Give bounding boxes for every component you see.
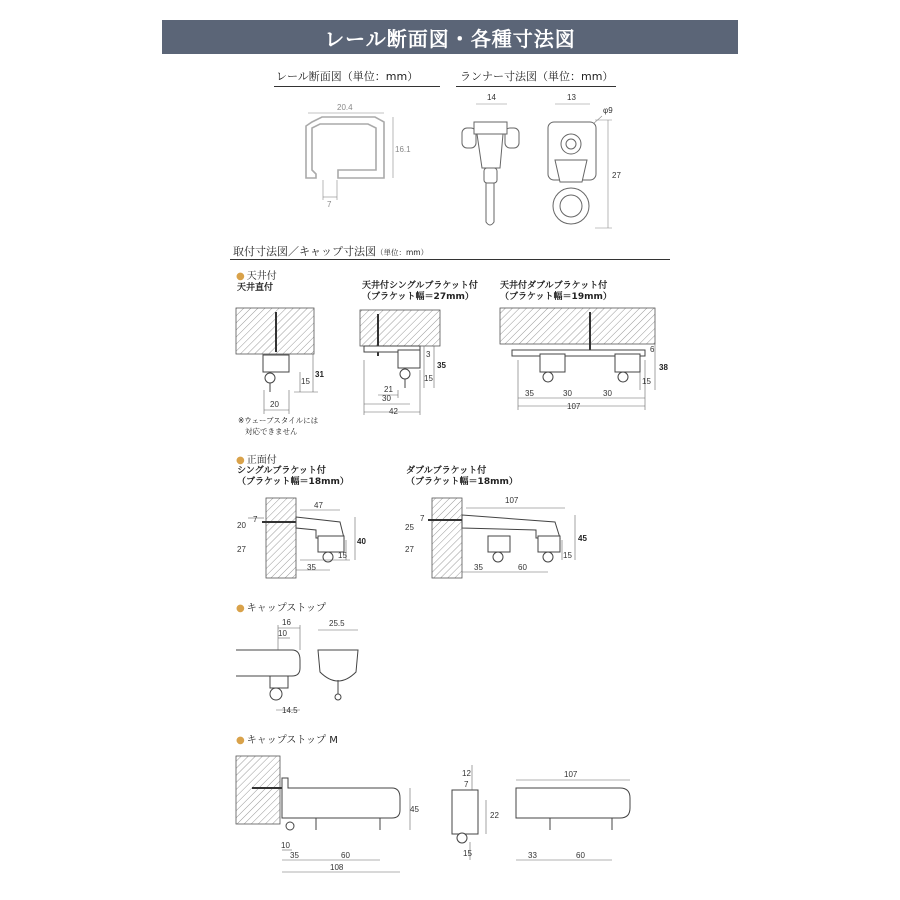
front-double-d7: 7 (420, 514, 425, 523)
runner-w2-label: 13 (567, 93, 576, 102)
front-single-d47: 47 (314, 501, 323, 510)
front-single-d27: 27 (237, 545, 246, 554)
runner-hole-label: φ9 (603, 106, 613, 115)
capstop-m-d12: 12 (462, 769, 471, 778)
capstop-m-d45: 45 (410, 805, 419, 814)
ceiling-double-title2: （ブラケット幅＝19mm） (500, 292, 612, 302)
runner-section-heading: ランナー寸法図（単位：mm） (460, 70, 614, 83)
capstop-side-diagram (236, 625, 300, 710)
ceiling-direct-d15: 15 (301, 377, 310, 386)
ceiling-double-d107: 107 (567, 402, 581, 411)
capstop-front-diagram (318, 630, 358, 700)
rail-dimension-lines (308, 113, 393, 200)
ceiling-double-d30b: 30 (603, 389, 612, 398)
rail-height-label: 16.1 (395, 145, 411, 154)
capstop-m-d10: 10 (281, 841, 290, 850)
mount-heading-unit: （単位：mm） (376, 248, 429, 257)
capstop-m-d60b: 60 (576, 851, 585, 860)
mount-heading-text: 取付寸法図／キャップ寸法図 (233, 245, 376, 258)
rail-section-heading: レール断面図（単位：mm） (276, 70, 419, 83)
runner-height-label: 27 (612, 171, 621, 180)
ceiling-single-diagram (360, 310, 440, 415)
ceiling-direct-d31: 31 (315, 370, 324, 379)
capstop-d10: 10 (278, 629, 287, 638)
front-double-d15: 15 (563, 551, 572, 560)
bullet-icon: ● (236, 735, 245, 746)
front-single-title2: （ブラケット幅＝18mm） (237, 477, 349, 487)
front-double-d60: 60 (518, 563, 527, 572)
ceiling-single-d15: 15 (424, 374, 433, 383)
front-double-d27: 27 (405, 545, 414, 554)
front-double-title1: ダブルブラケット付 (406, 466, 487, 476)
front-double-d45: 45 (578, 534, 587, 543)
capstop-m-left-diagram (236, 756, 410, 872)
ceiling-double-title1: 天井付ダブルブラケット付 (500, 281, 608, 291)
ceiling-single-d21: 21 (384, 385, 393, 394)
front-single-d35: 35 (307, 563, 316, 572)
ceiling-single-d30: 30 (382, 394, 391, 403)
ceiling-double-d35: 35 (525, 389, 534, 398)
front-double-d25: 25 (405, 523, 414, 532)
ceiling-direct-diagram (236, 308, 318, 414)
front-label-text: 正面付 (246, 455, 277, 466)
front-double-d107: 107 (505, 496, 519, 505)
page-title: レール断面図・各種寸法図 (324, 26, 576, 51)
capstop-m-side-diagram (452, 765, 486, 860)
capstop-m-d7: 7 (464, 780, 469, 789)
runner-side-view (462, 122, 519, 225)
front-single-d15: 15 (338, 551, 347, 560)
capstop-label-text: キャップストップ (246, 603, 327, 614)
rail-opening-label: 7 (327, 200, 332, 209)
front-single-d7: 7 (253, 515, 258, 524)
capstop-m-d35: 35 (290, 851, 299, 860)
runner-front-view (548, 122, 596, 224)
ceiling-direct-title: 天井直付 (237, 283, 274, 293)
ceiling-double-d15: 15 (642, 377, 651, 386)
ceiling-double-d30a: 30 (563, 389, 572, 398)
ceiling-single-d3: 3 (426, 350, 431, 359)
capstop-d25-5: 25.5 (329, 619, 345, 628)
front-single-title1: シングルブラケット付 (237, 466, 326, 476)
bullet-icon: ● (236, 455, 245, 466)
ceiling-double-d6: 6 (650, 345, 655, 354)
ceiling-single-d35: 35 (437, 361, 446, 370)
front-double-d35: 35 (474, 563, 483, 572)
front-double-diagram (428, 498, 575, 578)
ceiling-double-d38: 38 (659, 363, 668, 372)
capstop-m-d33: 33 (528, 851, 537, 860)
bullet-icon: ● (236, 271, 245, 282)
capstop-m-d15: 15 (463, 849, 472, 858)
bullet-icon: ● (236, 603, 245, 614)
front-single-d40: 40 (357, 537, 366, 546)
capstop-m-label-text: キャップストップ M (246, 735, 338, 746)
wave-note-line1: ※ウェーブスタイルには (238, 416, 319, 425)
capstop-m-d107: 107 (564, 770, 578, 779)
runner-w1-label: 14 (487, 93, 496, 102)
rail-width-label: 20.4 (337, 103, 353, 112)
ceiling-double-diagram (500, 308, 655, 410)
ceiling-label-text: 天井付 (246, 271, 277, 282)
ceiling-single-title1: 天井付シングルブラケット付 (362, 281, 478, 291)
capstop-d14-5: 14.5 (282, 706, 298, 715)
ceiling-single-d42: 42 (389, 407, 398, 416)
front-single-diagram (248, 498, 355, 578)
front-double-title2: （ブラケット幅＝18mm） (406, 477, 518, 487)
capstop-m-d22: 22 (490, 811, 499, 820)
capstop-d16: 16 (282, 618, 291, 627)
ceiling-single-title2: （ブラケット幅＝27mm） (362, 292, 474, 302)
wave-note-line2: 対応できません (245, 427, 298, 436)
capstop-m-right-diagram (516, 780, 630, 860)
capstop-m-d60: 60 (341, 851, 350, 860)
rail-cross-section (306, 117, 384, 178)
capstop-m-d108: 108 (330, 863, 344, 872)
ceiling-direct-d20: 20 (270, 400, 279, 409)
front-single-d20: 20 (237, 521, 246, 530)
